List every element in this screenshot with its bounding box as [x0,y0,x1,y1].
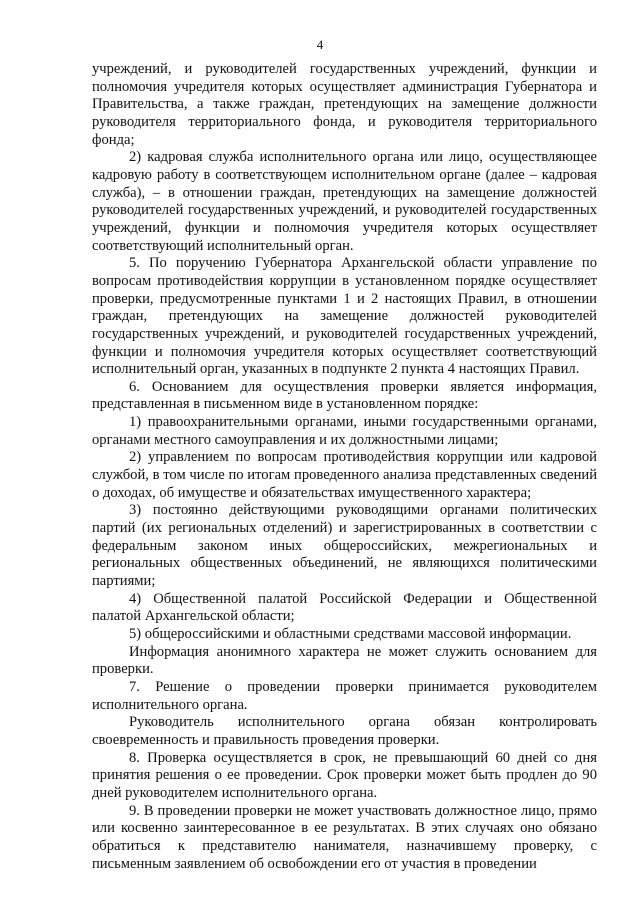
paragraph-6-2: 2) управлением по вопросам противодействия коррупции или кадровой службой, в том числе по итогам проведенного анализа представленных сведений о доходах, об имуществе и обязательствах имущественного характера; [92,449,597,501]
paragraph-8: 8. Проверка осуществляется в срок, не превышающий 60 дней со дня принятия решения о ее проведении. Срок проверки может быть продлен до 90 дней руководителем исполнительного органа. [92,749,597,801]
paragraph-4-2: 2) кадровая служба исполнительного органа или лицо, осуществляющее кадровую работу в соответствующем исполнительном органе (далее – кадровая служба), – в отношении граждан, претендующих на замещение должностей руководителей государственных учреждений, и руководителей государственных учреждений, функции и полномочия учредителя которых осуществляет соответствующий исполнительный орган. [92,149,597,254]
paragraph-continuation: учреждений, и руководителей государственных учреждений, функции и полномочия учредителя которых осуществляет администрация Губернатора и Правительства, а также граждан, претендующих на замещение должности руководителя территориального фонда, и руководителя территориального фонда; [92,61,597,148]
paragraph-6-3: 3) постоянно действующими руководящими органами политических партий (их региональных отделений) и зарегистрированных в соответствии с федеральным законом иных общероссийских, межрегиональных и региональных общественных объединений, не являющихся политическими партиями; [92,502,597,590]
paragraph-7-control: Руководитель исполнительного органа обязан контролировать своевременность и правильность проведения проверки. [92,714,597,748]
paragraph-6-5: 5) общероссийскими и областными средствами массовой информации. [129,626,572,642]
page-number: 4 [316,37,324,52]
paragraph-6: 6. Основанием для осуществления проверки является информация, представленная в письменном виде в установленном порядке: [92,378,597,413]
paragraph-9: 9. В проведении проверки не может участвовать должностное лицо, прямо или косвенно заинтересованное в ее результатах. В этих случаях оно обязано обратиться к представителю нанимателя, назначившему проверку, с письменным заявлением об освобождении его от участия в проведении [92,802,597,872]
paragraph-anonymous-info: Информация анонимного характера не может служить основанием для проверки. [92,643,597,678]
paragraph-6-4: 4) Общественной палатой Российской Федерации и Общественной палатой Архангельской области; [92,590,597,625]
paragraph-5: 5. По поручению Губернатора Архангельской области управление по вопросам противодействия коррупции в установленном порядке осуществляет проверки, предусмотренные пунктами 1 и 2 настоящих Правил, в отношении граждан, претендующих на замещение должностей руководителей государственных учреждений, и руководителей государственных учреждений, функции и полномочия учредителя которых осуществляет соответствующий исполнительный орган, указанных в подпункте 2 пункта 4 настоящих Правил. [92,255,597,378]
paragraph-6-1: 1) правоохранительными органами, иными государственными органами, органами местного самоуправления и их должностными лицами; [92,414,597,448]
document-body [92,61,597,873]
paragraph-7: 7. Решение о проведении проверки принимается руководителем исполнительного органа. [92,678,597,713]
